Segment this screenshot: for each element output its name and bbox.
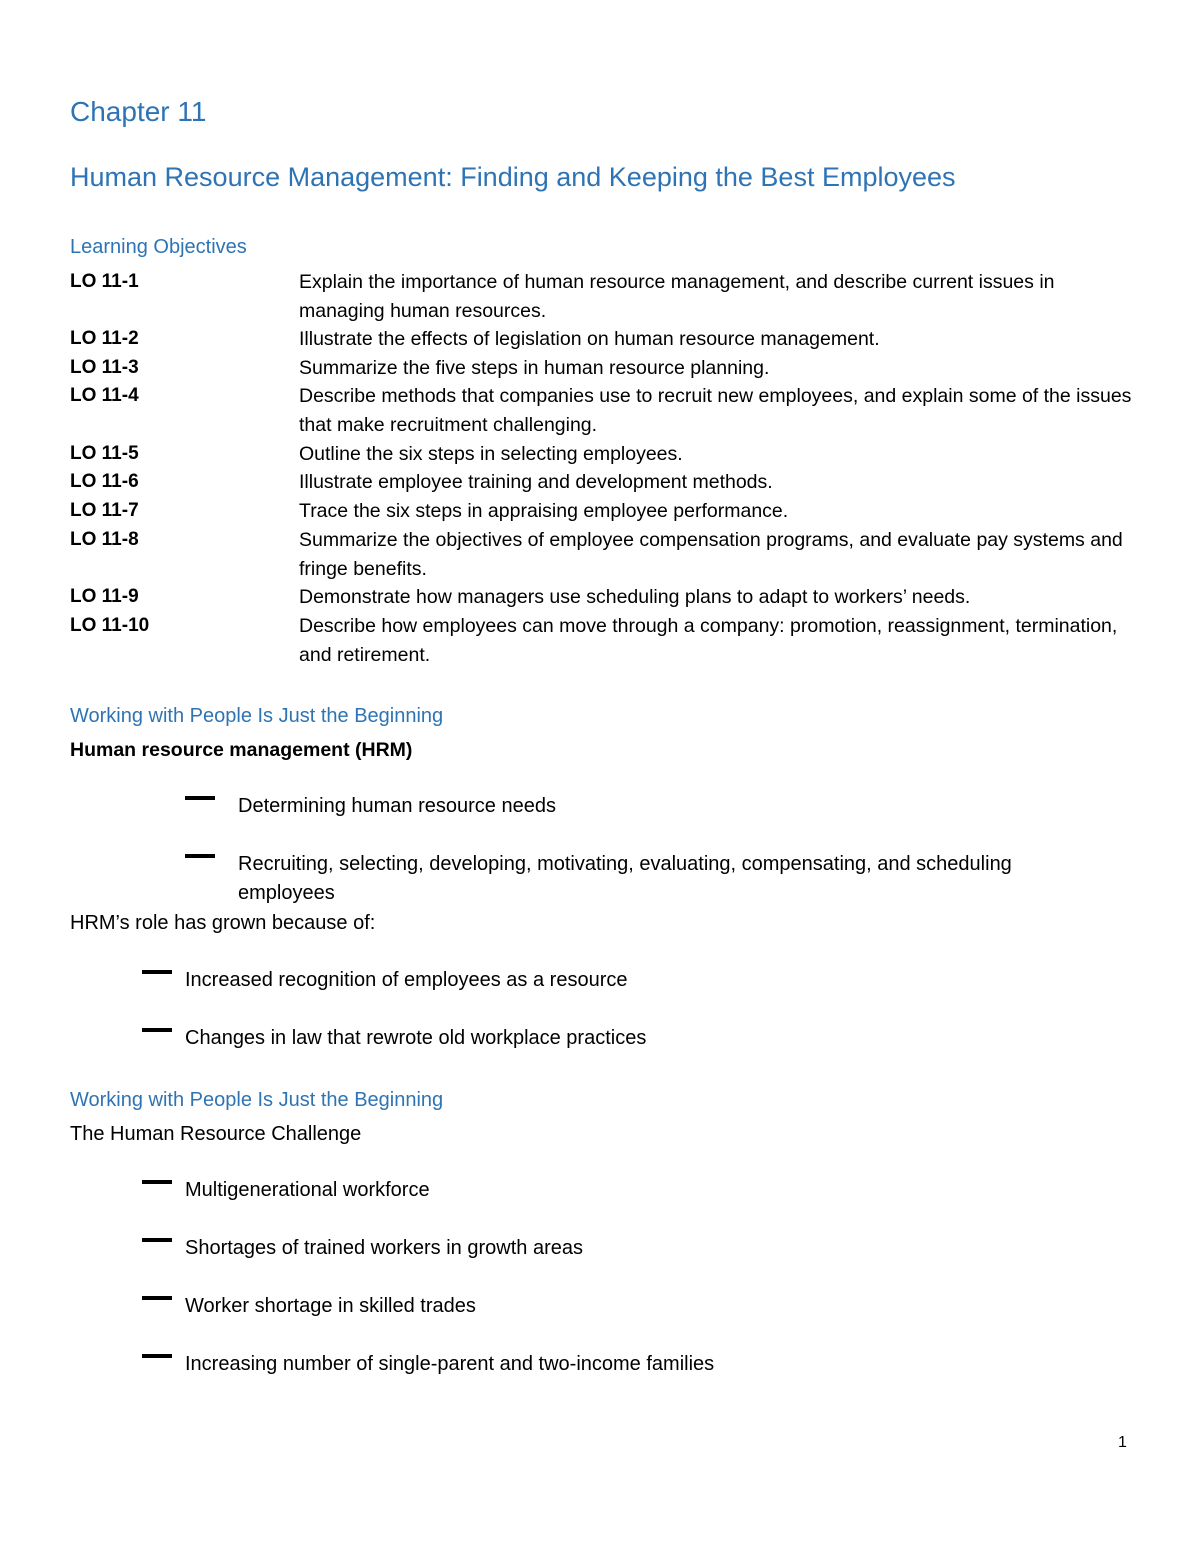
- list-item: Shortages of trained workers in growth areas: [185, 1237, 583, 1259]
- lo-text: Describe methods that companies use to recruit new employees, and explain some of the issues that make recruitment challenging.: [299, 385, 1132, 436]
- lo-text: Summarize the five steps in human resource planning.: [299, 357, 770, 379]
- lo-code: LO 11-6: [70, 471, 139, 492]
- lo-text: Trace the six steps in appraising employee performance.: [299, 500, 789, 522]
- list-item: Changes in law that rewrote old workplace practices: [185, 1027, 647, 1049]
- dash-bullet-icon: [142, 1028, 172, 1032]
- lo-text: Outline the six steps in selecting employees.: [299, 443, 683, 465]
- section-subheading: Human resource management (HRM): [70, 739, 413, 761]
- dash-bullet-icon: [142, 1296, 172, 1300]
- lo-code: LO 11-10: [70, 615, 150, 636]
- dash-bullet-icon: [142, 1180, 172, 1184]
- dash-bullet-icon: [142, 1354, 172, 1358]
- chapter-heading: Chapter 11: [70, 96, 207, 127]
- role-label: HRM’s role has grown because of:: [70, 912, 376, 934]
- dash-bullet-icon: [142, 970, 172, 974]
- page-number: 1: [1118, 1434, 1127, 1451]
- dash-bullet-icon: [142, 1238, 172, 1242]
- lo-code: LO 11-1: [70, 271, 139, 292]
- lo-text: Illustrate the effects of legislation on human resource management.: [299, 328, 880, 350]
- lo-code: LO 11-3: [70, 357, 139, 378]
- lo-code: LO 11-9: [70, 586, 139, 607]
- section-heading: Working with People Is Just the Beginning: [70, 705, 444, 727]
- lo-code: LO 11-8: [70, 529, 139, 550]
- lo-text: Summarize the objectives of employee compensation programs, and evaluate pay systems and fringe benefits.: [299, 529, 1123, 580]
- list-item: Increasing number of single-parent and two-income families: [185, 1353, 715, 1375]
- list-item: Increased recognition of employees as a resource: [185, 969, 628, 991]
- list-item: Worker shortage in skilled trades: [185, 1295, 476, 1317]
- dash-bullet-icon: [185, 854, 215, 858]
- document-title: Human Resource Management: Finding and Keeping the Best Employees: [70, 162, 956, 192]
- section-heading: Working with People Is Just the Beginning: [70, 1089, 444, 1111]
- lo-code: LO 11-7: [70, 500, 139, 521]
- lo-text: Explain the importance of human resource management, and describe current issues in managing human resources.: [299, 271, 1055, 322]
- lo-code: LO 11-2: [70, 328, 139, 349]
- lo-code: LO 11-4: [70, 385, 139, 406]
- list-item: Determining human resource needs: [238, 795, 556, 817]
- lo-text: Describe how employees can move through a company: promotion, reassignment, termination, and retirement.: [299, 615, 1118, 666]
- list-item: Recruiting, selecting, developing, motivating, evaluating, compensating, and scheduling employees: [238, 853, 1012, 904]
- section-subheading: The Human Resource Challenge: [70, 1123, 362, 1145]
- lo-code: LO 11-5: [70, 443, 139, 464]
- learning-objectives-heading: Learning Objectives: [70, 236, 247, 258]
- dash-bullet-icon: [185, 796, 215, 800]
- lo-text: Illustrate employee training and development methods.: [299, 471, 773, 493]
- lo-text: Demonstrate how managers use scheduling plans to adapt to workers’ needs.: [299, 586, 971, 608]
- list-item: Multigenerational workforce: [185, 1179, 430, 1201]
